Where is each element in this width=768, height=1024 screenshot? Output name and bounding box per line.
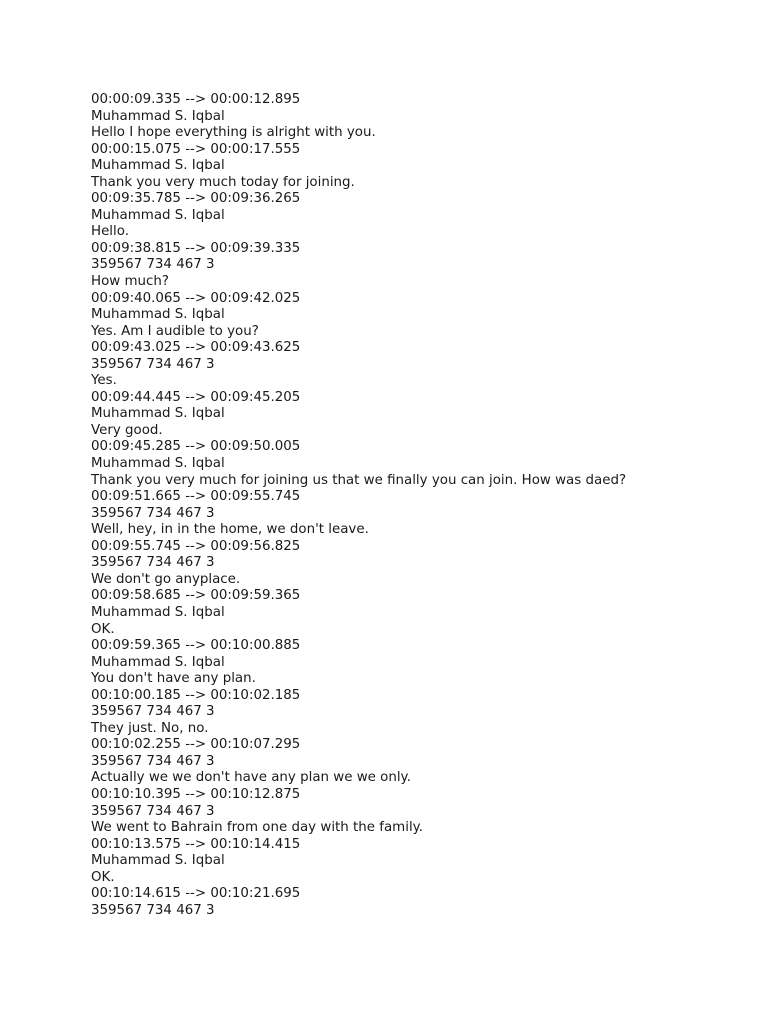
transcript-cue xyxy=(91,588,751,638)
cue-timestamp: 00:09:44.445 --> 00:09:45.205 xyxy=(91,389,301,405)
cue-timestamp: 00:09:40.065 --> 00:09:42.025 xyxy=(91,290,301,306)
transcript-cue xyxy=(91,737,751,787)
cue-text: Actually we we don't have any plan we we only. xyxy=(91,770,411,786)
cue-speaker: 359567 734 467 3 xyxy=(91,803,215,819)
cue-text: Very good. xyxy=(91,422,163,438)
transcript-cue xyxy=(91,886,751,919)
cue-timestamp: 00:09:43.025 --> 00:09:43.625 xyxy=(91,340,301,356)
cue-text: We don't go anyplace. xyxy=(91,571,241,587)
cue-speaker: Muhammad S. Iqbal xyxy=(91,108,225,124)
cue-timestamp: 00:09:58.685 --> 00:09:59.365 xyxy=(91,588,301,604)
transcript-cue xyxy=(91,191,751,241)
cue-text: Thank you very much today for joining. xyxy=(91,174,355,190)
cue-text: Yes. Am I audible to you? xyxy=(91,323,259,339)
cue-speaker: Muhammad S. Iqbal xyxy=(91,654,225,670)
cue-text: Hello I hope everything is alright with you. xyxy=(91,125,376,141)
cue-text: You don't have any plan. xyxy=(91,671,256,687)
cue-speaker: Muhammad S. Iqbal xyxy=(91,158,225,174)
cue-speaker: 359567 734 467 3 xyxy=(91,257,215,273)
cue-timestamp: 00:09:35.785 --> 00:09:36.265 xyxy=(91,191,301,207)
transcript-cue xyxy=(91,340,751,390)
transcript-text xyxy=(91,92,751,919)
transcript-cue xyxy=(91,688,751,738)
cue-speaker: 359567 734 467 3 xyxy=(91,902,215,918)
cue-speaker: Muhammad S. Iqbal xyxy=(91,307,225,323)
cue-speaker: Muhammad S. Iqbal xyxy=(91,207,225,223)
cue-text: Well, hey, in in the home, we don't leave. xyxy=(91,522,369,538)
cue-speaker: Muhammad S. Iqbal xyxy=(91,853,225,869)
transcript-cue xyxy=(91,539,751,589)
cue-speaker: 359567 734 467 3 xyxy=(91,704,215,720)
cue-speaker: 359567 734 467 3 xyxy=(91,753,215,769)
cue-text: They just. No, no. xyxy=(91,720,209,736)
cue-timestamp: 00:00:09.335 --> 00:00:12.895 xyxy=(91,92,301,107)
cue-speaker: 359567 734 467 3 xyxy=(91,505,215,521)
cue-text: OK. xyxy=(91,869,115,885)
cue-text: Hello. xyxy=(91,224,129,240)
cue-timestamp: 00:10:14.615 --> 00:10:21.695 xyxy=(91,886,301,902)
cue-timestamp: 00:10:02.255 --> 00:10:07.295 xyxy=(91,737,301,753)
cue-timestamp: 00:10:10.395 --> 00:10:12.875 xyxy=(91,786,301,802)
transcript-cue xyxy=(91,291,751,341)
cue-timestamp: 00:10:00.185 --> 00:10:02.185 xyxy=(91,687,301,703)
cue-timestamp: 00:09:51.665 --> 00:09:55.745 xyxy=(91,489,301,505)
cue-speaker: Muhammad S. Iqbal xyxy=(91,604,225,620)
cue-text: Thank you very much for joining us that we finally you can join. How was daed? xyxy=(91,472,627,488)
cue-timestamp: 00:09:55.745 --> 00:09:56.825 xyxy=(91,538,301,554)
transcript-cue xyxy=(91,638,751,688)
cue-timestamp: 00:00:15.075 --> 00:00:17.555 xyxy=(91,141,301,157)
transcript-cue xyxy=(91,439,751,489)
transcript-cue xyxy=(91,390,751,440)
cue-timestamp: 00:09:45.285 --> 00:09:50.005 xyxy=(91,439,301,455)
cue-speaker: Muhammad S. Iqbal xyxy=(91,456,225,472)
transcript-cue xyxy=(91,837,751,887)
cue-text: How much? xyxy=(91,274,169,290)
transcript-cue xyxy=(91,489,751,539)
cue-speaker: 359567 734 467 3 xyxy=(91,555,215,571)
transcript-cue xyxy=(91,92,751,142)
transcript-cue xyxy=(91,787,751,837)
cue-text: Yes. xyxy=(91,373,117,389)
cue-text: OK. xyxy=(91,621,115,637)
cue-timestamp: 00:09:59.365 --> 00:10:00.885 xyxy=(91,638,301,654)
cue-timestamp: 00:10:13.575 --> 00:10:14.415 xyxy=(91,836,301,852)
cue-text: We went to Bahrain from one day with the family. xyxy=(91,820,423,836)
cue-speaker: Muhammad S. Iqbal xyxy=(91,406,225,422)
transcript-cue xyxy=(91,241,751,291)
cue-speaker: 359567 734 467 3 xyxy=(91,356,215,372)
cue-timestamp: 00:09:38.815 --> 00:09:39.335 xyxy=(91,240,301,256)
transcript-cue xyxy=(91,142,751,192)
